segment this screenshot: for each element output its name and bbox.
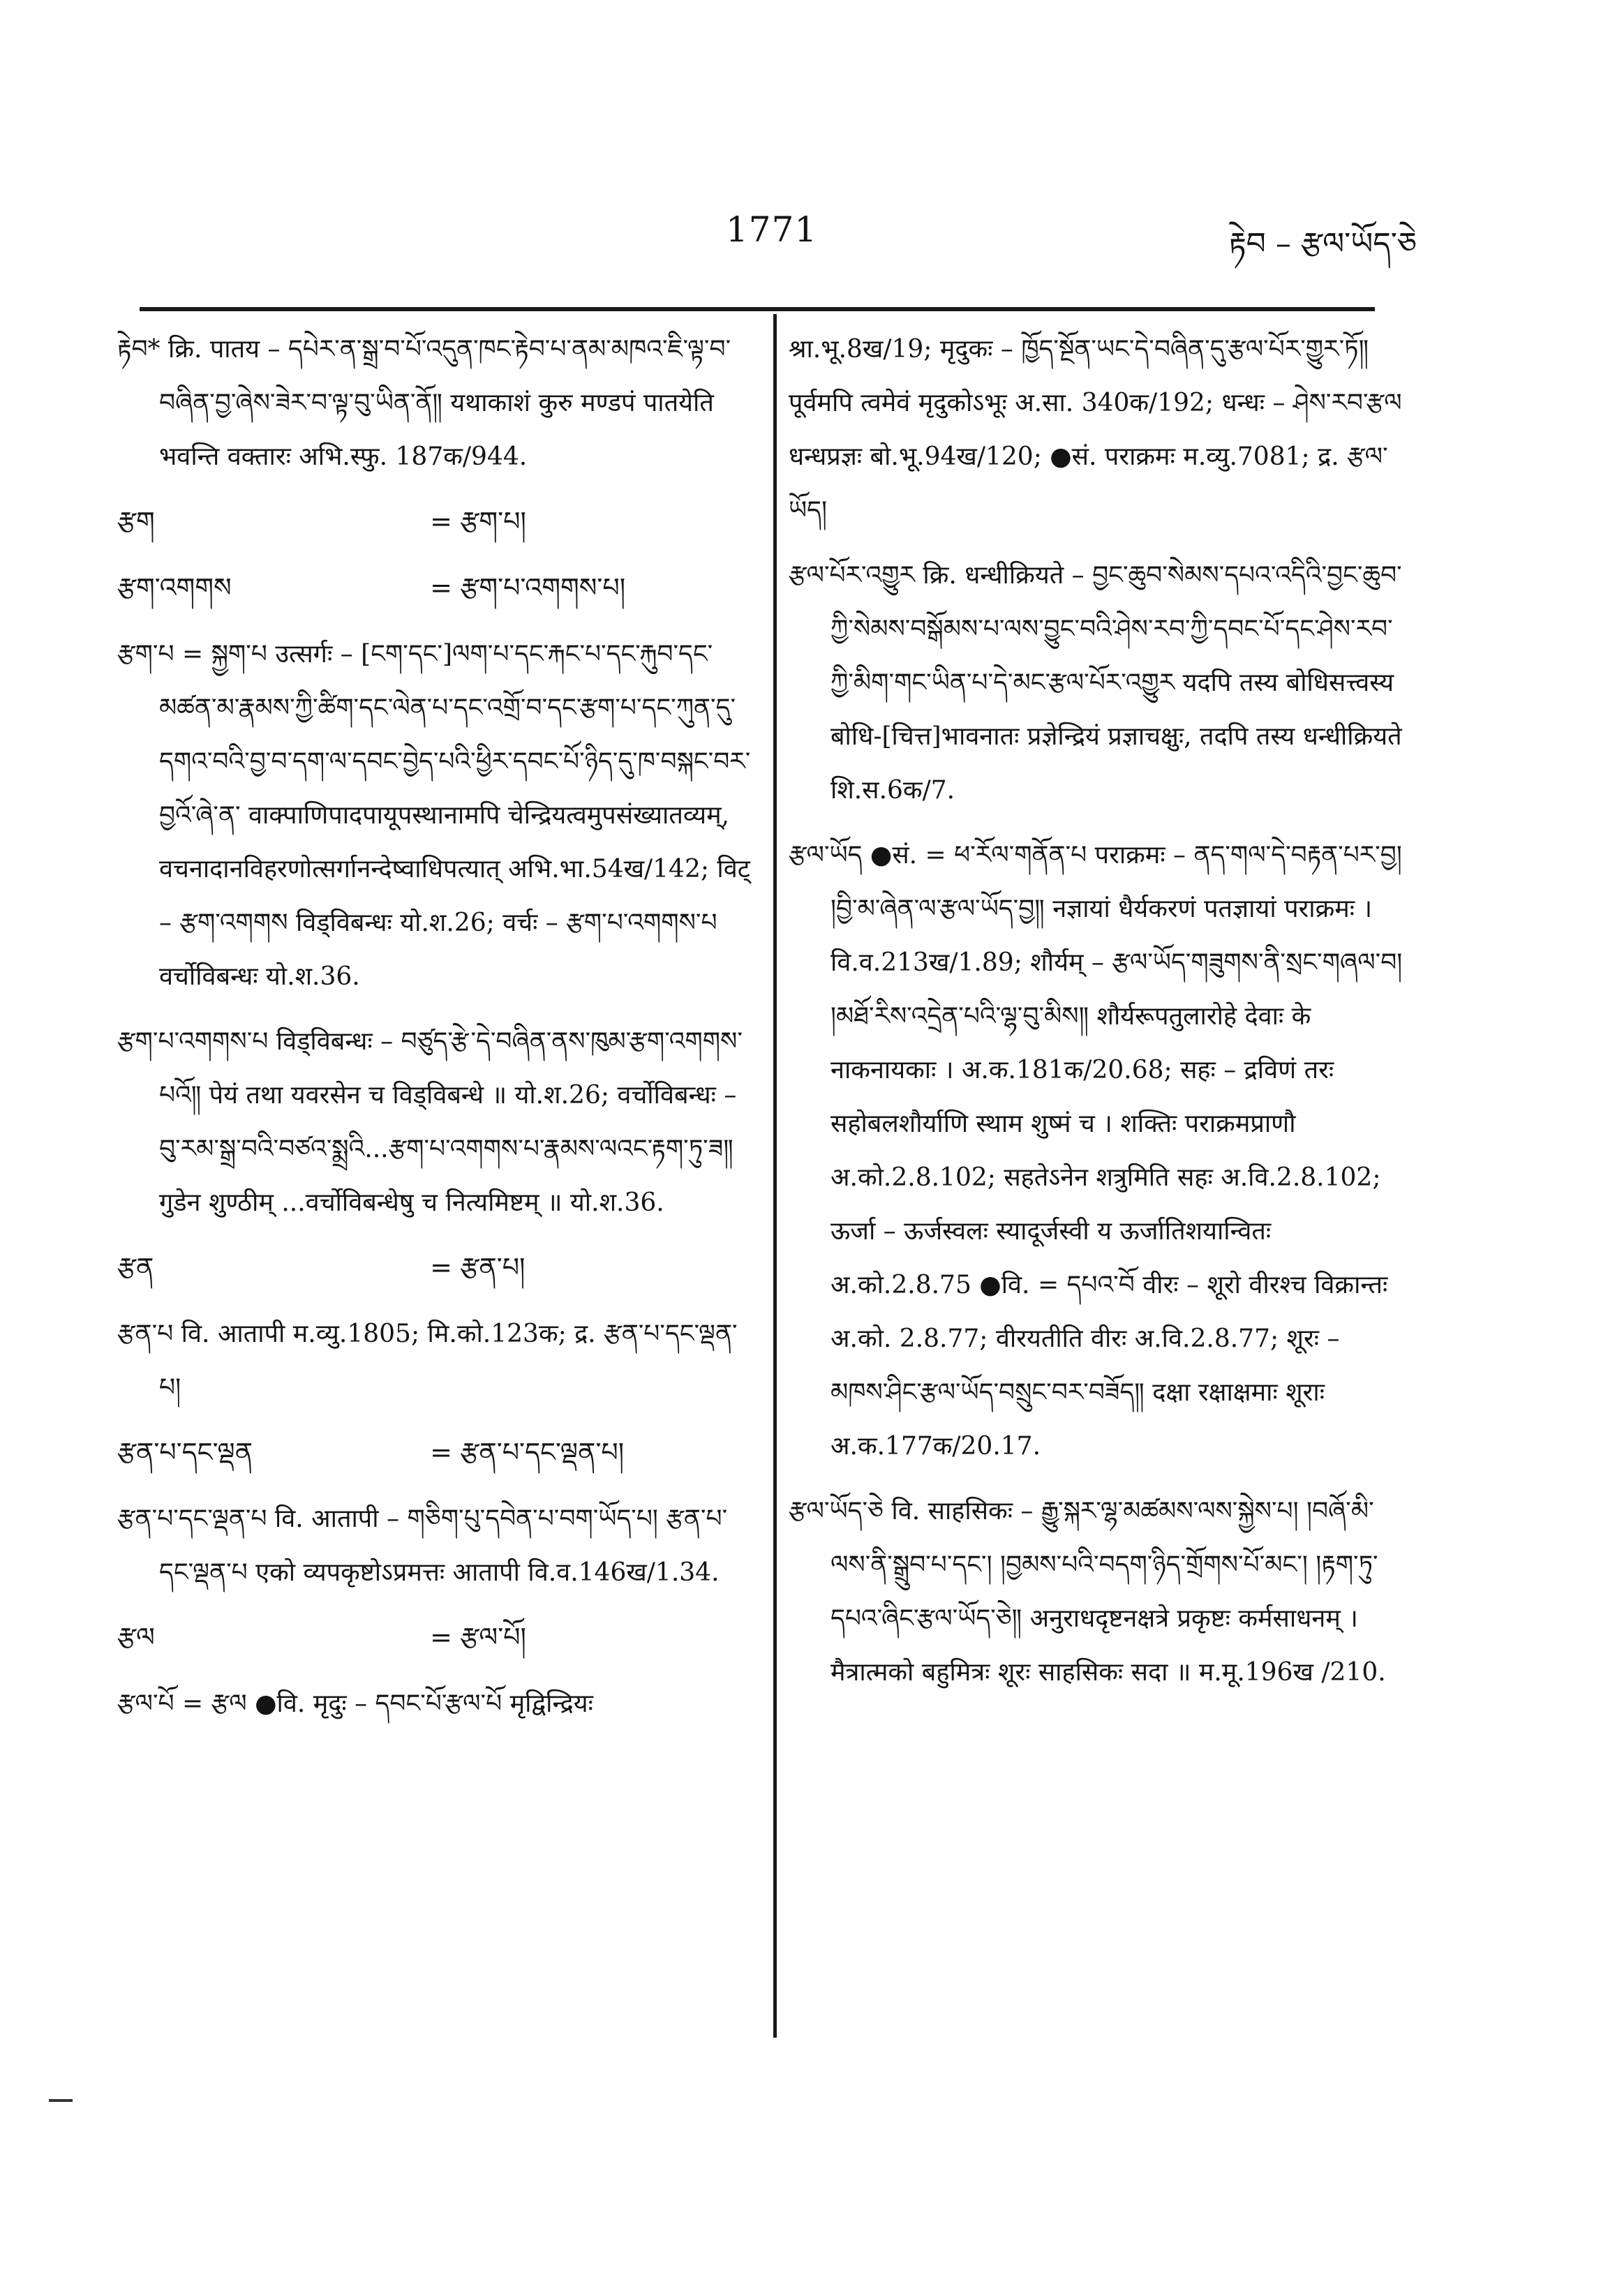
xref-entry — [117, 1426, 752, 1479]
right-column — [789, 322, 1403, 1710]
xref-entry — [117, 1241, 752, 1294]
xref-entry — [117, 1611, 752, 1664]
page-number: 1771 — [726, 209, 818, 250]
xref-target: རྩལ་པོ། — [460, 1622, 526, 1652]
dictionary-entry: རྟེབ* क्रि. पातय – དཔེར་ན་སྒྲ་བ་པོ་འདུན་ཁང་རྟེབ་པ་ནམ་མཁའ་ཇི་ལྟ་བ་བཞིན་བྱ་ཞེས་ཟེར་བ་ལྟ་བུ་ཡིན་ནོ༎ यथाकाशं कुरु मण्डपं पातयेति भवन्ति वक्तारः अभि.स्फु. 187क/944. — [117, 335, 731, 471]
xref-headword: རྩག་འགགས — [117, 572, 232, 603]
xref-headword: རྩག — [117, 506, 155, 537]
xref-target: རྩག་པ་འགགས་པ། — [460, 572, 626, 603]
xref-headword: རྩན་པ་དང་ལྡན — [117, 1437, 253, 1468]
equals-sign: = — [430, 1252, 453, 1283]
xref-target: རྩན་པ་དང་ལྡན་པ། — [460, 1437, 625, 1468]
dictionary-entry: རྩག་པ = སྐྱག་པ उत्सर्गः – [ངག་དང་]ལག་པ་དང་རྐང་པ་དང་རྐུབ་དང་མཚན་མ་རྣམས་ཀྱི་ཚིག་དང་ལེན་པ་དང་འགྲོ་བ་དང་རྩག་པ་དང་ཀུན་དུ་དགའ་བའི་བྱ་བ་དག་ལ་དབང་བྱེད་པའི་ཕྱིར་དབང་པོ་ཉིད་དུ་ཁ་བསྐང་བར་བྱའོ་ཞེ་ན་ वाक्पाणिपादपायूपस्थानामपि चेन्द्रियत्वमुपसंख्यातव्यम्, वचनादानविहरणोत्सर्गानन्देष्वाधिपत्यात् अभि.भा.54ख/142; विट् – རྩག་འགགས विड्विबन्धः यो.श.26; वर्चः – རྩག་པ་འགགས་པ वर्चोविबन्धः यो.श.36. — [117, 640, 751, 991]
dictionary-entry: श्रा.भू.8ख/19; मृदुकः – ཁྱོད་སྔོན་ཡང་དེ་བཞིན་དུ་རྩལ་པོར་གྱུར་ཏོ༎ पूर्वमपि त्वमेवं मृदुकोऽभूः अ.सा. 340क/192; धन्धः – ཤེས་རབ་རྩལ धन्धप्रज्ञः बो.भू.94ख/120; ●सं. पराक्रमः म.व्यु.7081; द्र. རྩལ་ཡོད། — [789, 335, 1402, 525]
equals-sign: = — [430, 1622, 453, 1652]
dictionary-entry: རྩལ་པོ = རྩལ ●वि. मृदुः – དབང་པོ་རྩལ་པོ मृद्विन्द्रियः — [117, 1689, 593, 1718]
dictionary-entry: རྩག་པ་འགགས་པ विड्विबन्धः – བཙུད་རྩེ་དེ་བཞིན་ནས་ཁུམ་རྩག་འགགས་པའོ༎ पेयं तथा यवरसेन च विड्विबन्धे ॥ यो.श.26; वर्चोविबन्धः – བུ་རམ་སྒྲ་བའི་བཙའ་སྨྲའི...རྩག་པ་འགགས་པ་རྣམས་ལའང་རྟག་ཏུ་ཟ༎ गुडेन शुण्ठीम् ...वर्चोविबन्धेषु च नित्यमिष्टम् ॥ यो.श.36. — [117, 1027, 743, 1217]
dictionary-entry: རྩལ་པོར་འགྱུར क्रि. धन्धीक्रियते – བྱང་ཆུབ་སེམས་དཔའ་འདིའི་བྱང་ཆུབ་ཀྱི་སེམས་བསྒོམས་པ་ལས་བྱུང་བའི་ཤེས་རབ་ཀྱི་དབང་པོ་དང་ཤེས་རབ་ཀྱི་མིག་གང་ཡིན་པ་དེ་མང་རྩལ་པོར་འགྱུར यदपि तस्य बोधिसत्त्वस्य बोधि-[चित्त]भावनातः प्रज्ञेन्द्रियं प्रज्ञाचक्षुः, तदपि तस्य धन्धीक्रियते शि.स.6क/7. — [789, 561, 1402, 805]
dictionary-entry: རྩན་པ वि. आतापी म.व्यु.1805; मि.को.123क; द्र. རྩན་པ་དང་ལྡན་པ། — [117, 1320, 738, 1402]
xref-headword: རྩན — [117, 1252, 154, 1283]
dictionary-entry: རྩལ་ཡོད ●सं. = ཕ་རོལ་གནོན་པ पराक्रमः – ནད་གལ་དེ་བརྟན་པར་བྱ། །བྱི་མ་ཞེན་ལ་རྩལ་ཡོད་བྱ༎ नज्ञायां धैर्यकरणं पतज्ञायां पराक्रमः । वि.व.213ख/1.89; शौर्यम् – རྩལ་ཡོད་གཟུགས་ནི་སྲང་གཞལ་བ། །མཐོ་རིས་འདྲེན་པའི་ལྷ་བུ་མིས༎ शौर्यरूपतुलारोहे देवाः के नाकनायकाः । अ.क.181क/20.68; सहः – द्रविणं तरः सहोबलशौर्याणि स्थाम शुष्मं च । शक्तिः पराक्रमप्राणौ अ.को.2.8.102; सहतेऽनेन शत्रुमिति सहः अ.वि.2.8.102; ऊर्जा – ऊर्जस्वलः स्यादूर्जस्वी य ऊर्जातिशयान्वितः अ.को.2.8.75 ●वि. = དཔའ་བོ वीरः – शूरो वीरश्च विक्रान्तः अ.को. 2.8.77; वीरयतीति वीरः अ.वि.2.8.77; शूरः – མཁས་ཤིང་རྩལ་ཡོད་བསྲུང་བར་བཟོད༎ दक्षा रक्षाक्षमाः शूराः अ.क.177क/20.17. — [789, 841, 1403, 1461]
header-rule — [140, 307, 1375, 311]
dictionary-entry: རྩན་པ་དང་ལྡན་པ वि. आतापी – གཅིག་པུ་དབེན་པ་བག་ཡོད་པ། རྩན་པ་དང་ལྡན་པ एको व्यपकृष्टोऽप्रमत्तः आतापी वि.व.146ख/1.34. — [117, 1505, 728, 1587]
xref-target: རྩག་པ། — [460, 506, 526, 537]
margin-mark — [49, 2099, 73, 2102]
xref-headword: རྩལ — [117, 1622, 155, 1652]
dictionary-entry: རྩལ་ཡོད་ཅེ वि. साहसिकः – རྒྱུ་སྐར་ལྷ་མཚམས་ལས་སྐྱེས་པ། །བཞོ་མི་ལས་ནི་སྒྲུབ་པ་དང་། །བྱམས་པའི་བདག་ཉིད་གྲོགས་པོ་མང་། །རྟག་ཏུ་དཔའ་ཞིང་རྩལ་ཡོད་ཅེ༎ अनुराधदृष्टनक्षत्रे प्रकृष्टः कर्मसाधनम् । मैत्रात्मको बहुमित्रः शूरः साहसिकः सदा ॥ म.मू.196ख /210. — [789, 1497, 1386, 1687]
xref-target: རྩན་པ། — [460, 1252, 526, 1283]
column-divider — [773, 314, 777, 2038]
equals-sign: = — [430, 572, 453, 603]
equals-sign: = — [430, 1437, 453, 1468]
xref-entry — [117, 495, 752, 549]
left-column — [117, 322, 752, 1742]
xref-entry — [117, 561, 752, 615]
running-head: རྟེབ – རྩལ་ཡོད་ཅེ — [1228, 226, 1417, 262]
equals-sign: = — [430, 506, 453, 537]
